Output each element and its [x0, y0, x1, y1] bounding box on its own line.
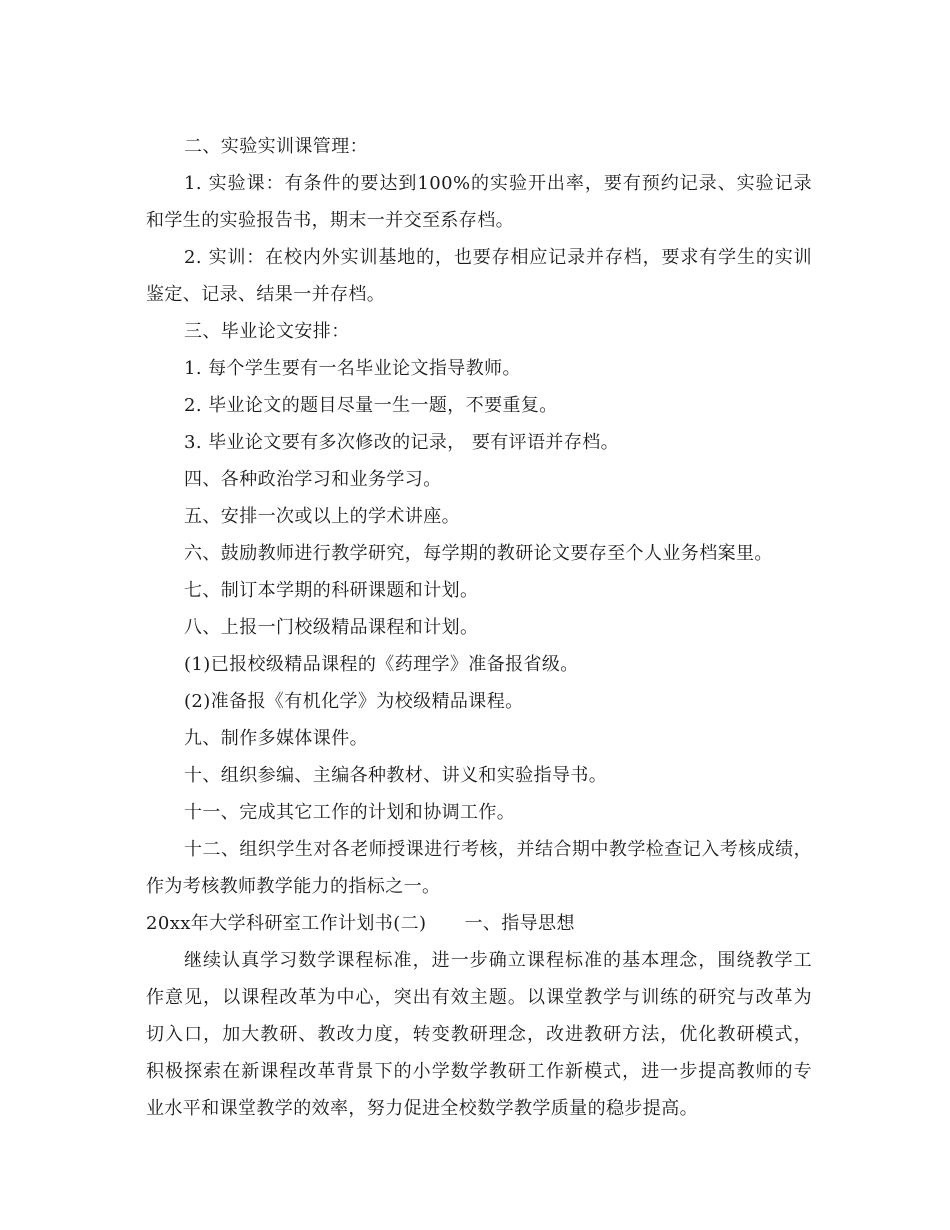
paragraph-line: 继续认真学习数学课程标准，进一步确立课程标准的基本理念，围绕教学工 [184, 950, 812, 971]
section-title-line [146, 905, 812, 942]
text-line: 3. 毕业论文要有多次修改的记录， 要有评语并存档。 [184, 432, 620, 453]
text-line: 十二、组织学生对各老师授课进行考核，并结合期中教学检查记入考核成绩， [184, 839, 812, 860]
paragraph-line: 切入口，加大教研、教改力度，转变教研理念，改进教研方法，优化教研模式， [146, 1024, 812, 1045]
section-title: 20xx年大学科研室工作计划书(二) [146, 913, 427, 934]
text-line: 六、鼓励教师进行教学研究，每学期的教研论文要存至个人业务档案里。 [184, 543, 773, 564]
text-line: 作为考核教师教学能力的指标之一。 [146, 876, 441, 897]
text-line: 和学生的实验报告书，期末一并交至系存档。 [146, 210, 514, 231]
text-line: 七、制订本学期的科研课题和计划。 [184, 580, 479, 601]
heading-lab-training: 二、实验实训课管理： [184, 136, 368, 157]
text-line: 1. 每个学生要有一名毕业论文指导教师。 [184, 358, 521, 379]
text-line: 九、制作多媒体课件。 [184, 728, 368, 749]
text-line: (1)已报校级精品课程的《药理学》准备报省级。 [184, 654, 579, 675]
text-line: 1. 实验课：有条件的要达到100%的实验开出率，要有预约记录、实验记录 [184, 173, 812, 194]
document-page [146, 128, 812, 1127]
text-line: 五、安排一次或以上的学术讲座。 [184, 506, 460, 527]
section-subtitle: 一、指导思想 [464, 913, 575, 934]
paragraph-line: 积极探索在新课程改革背景下的小学数学教研工作新模式，进一步提高教师的专 [146, 1061, 812, 1082]
text-line: 八、上报一门校级精品课程和计划。 [184, 617, 479, 638]
paragraph-line: 作意见，以课程改革为中心，突出有效主题。以课堂教学与训练的研究与改革为 [146, 987, 812, 1008]
text-line: 十一、完成其它工作的计划和协调工作。 [184, 802, 516, 823]
text-line: 四、各种政治学习和业务学习。 [184, 469, 442, 490]
text-line: 鉴定、记录、结果一并存档。 [146, 284, 386, 305]
heading-thesis: 三、毕业论文安排： [184, 321, 350, 342]
text-line: 2. 实训：在校内外实训基地的，也要存相应记录并存档，要求有学生的实训 [184, 247, 812, 268]
paragraph-line: 业水平和课堂教学的效率，努力促进全校数学教学质量的稳步提高。 [146, 1098, 698, 1119]
text-line: 2. 毕业论文的题目尽量一生一题，不要重复。 [184, 395, 558, 416]
text-line: (2)准备报《有机化学》为校级精品课程。 [184, 691, 524, 712]
text-line: 十、组织参编、主编各种教材、讲义和实验指导书。 [184, 765, 608, 786]
